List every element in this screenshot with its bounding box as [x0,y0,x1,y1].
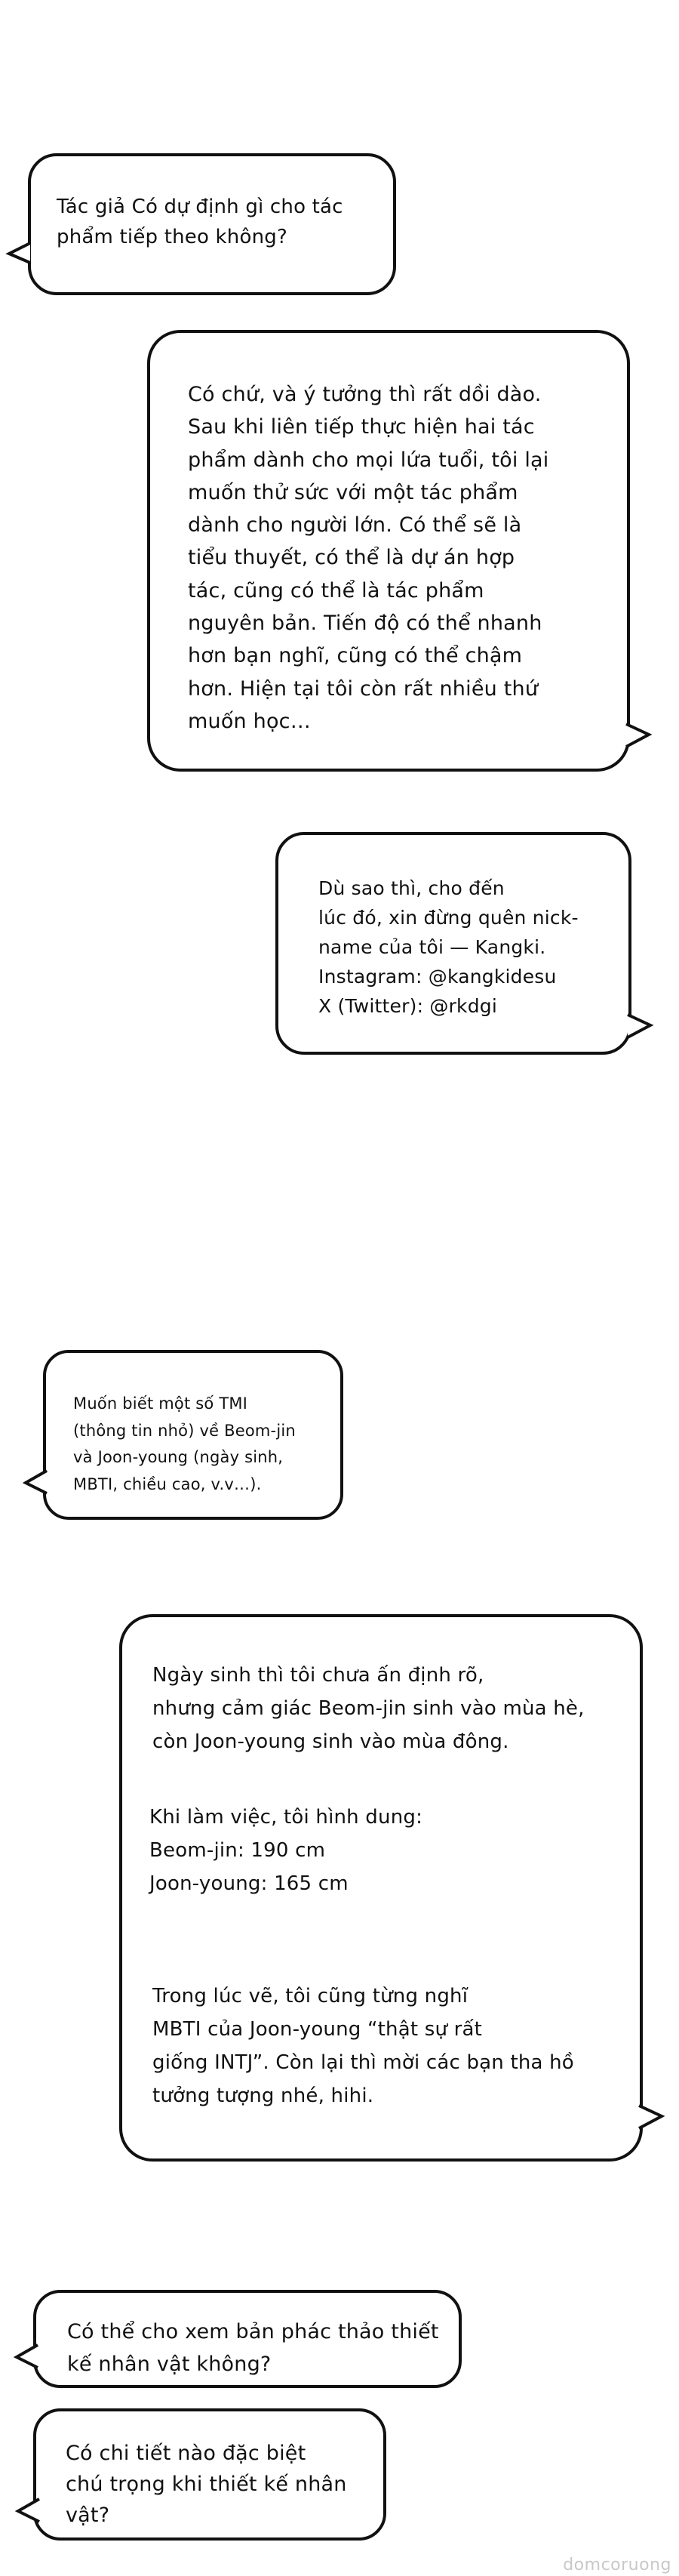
speech-bubble-question-next-work [28,153,396,295]
bubble-text: Có thể cho xem bản phác thảo thiết kế nhân vật không? [67,2320,439,2376]
bubble-text: Muốn biết một số TMI (thông tin nhỏ) về Beom-jin và Joon-young (ngày sinh, MBTI, chiều cao, v.v…). [73,1394,296,1493]
bubble-tail [8,242,38,264]
bubble-text-height: Khi làm việc, tôi hình dung: Beom-jin: 190 cm Joon-young: 165 cm [149,1806,423,1895]
speech-bubble-nickname [275,832,631,1055]
bubble-tail [623,721,653,751]
speech-bubble-question-sketch [33,2290,462,2388]
bubble-tail [625,1012,655,1042]
bubble-text: Tác giả Có dự định gì cho tác phẩm tiếp theo không? [57,196,343,248]
speech-bubble-answer-next-work [147,330,630,772]
watermark-text: domcoruong [563,2556,671,2574]
bubble-text-mbti: Trong lúc vẽ, tôi cũng từng nghĩ MBTI của Joon-young “thật sự rất giống INTJ”. Còn lại thì mời các bạn tha hồ tưởng tượng nhé, hihi. [152,1985,574,2107]
bubble-tail [15,2497,45,2525]
bubble-text: Có chi tiết nào đặc biệt chú trọng khi thiết kế nhân vật? [66,2442,347,2527]
bubble-text: Có chứ, và ý tưởng thì rất dồi dào. Sau khi liên tiếp thực hiện hai tác phẩm dành cho mọi lứa tuổi, tôi lại muốn thử sức với một tác phẩm dành cho người lớn. Có thể sẽ là tiểu thuyết, có thể là dự án hợp tác, cũng có thể là tác phẩm nguyên bản. Tiến độ có thể nhanh hơn bạn nghĩ, cũng có thể chậm hơn. Hiện tại tôi còn rất nhiều thứ muốn học… [188,383,549,733]
speech-bubble-question-tmi [43,1350,343,1520]
bubble-text: Dù sao thì, cho đến lúc đó, xin đừng quên nick- name của tôi — Kangki. Instagram: @kangkidesu X (Twitter): @rkdgi [318,877,579,1017]
speech-bubble-answer-tmi [119,1614,643,2162]
bubble-tail [23,1469,53,1496]
bubble-tail [636,2103,666,2133]
bubble-text-birthday: Ngày sinh thì tôi chưa ấn định rõ, nhưng cảm giác Beom-jin sinh vào mùa hè, còn Joon-young sinh vào mùa đông. [152,1664,585,1753]
bubble-tail [14,2343,44,2371]
speech-bubble-question-detail [33,2408,386,2541]
